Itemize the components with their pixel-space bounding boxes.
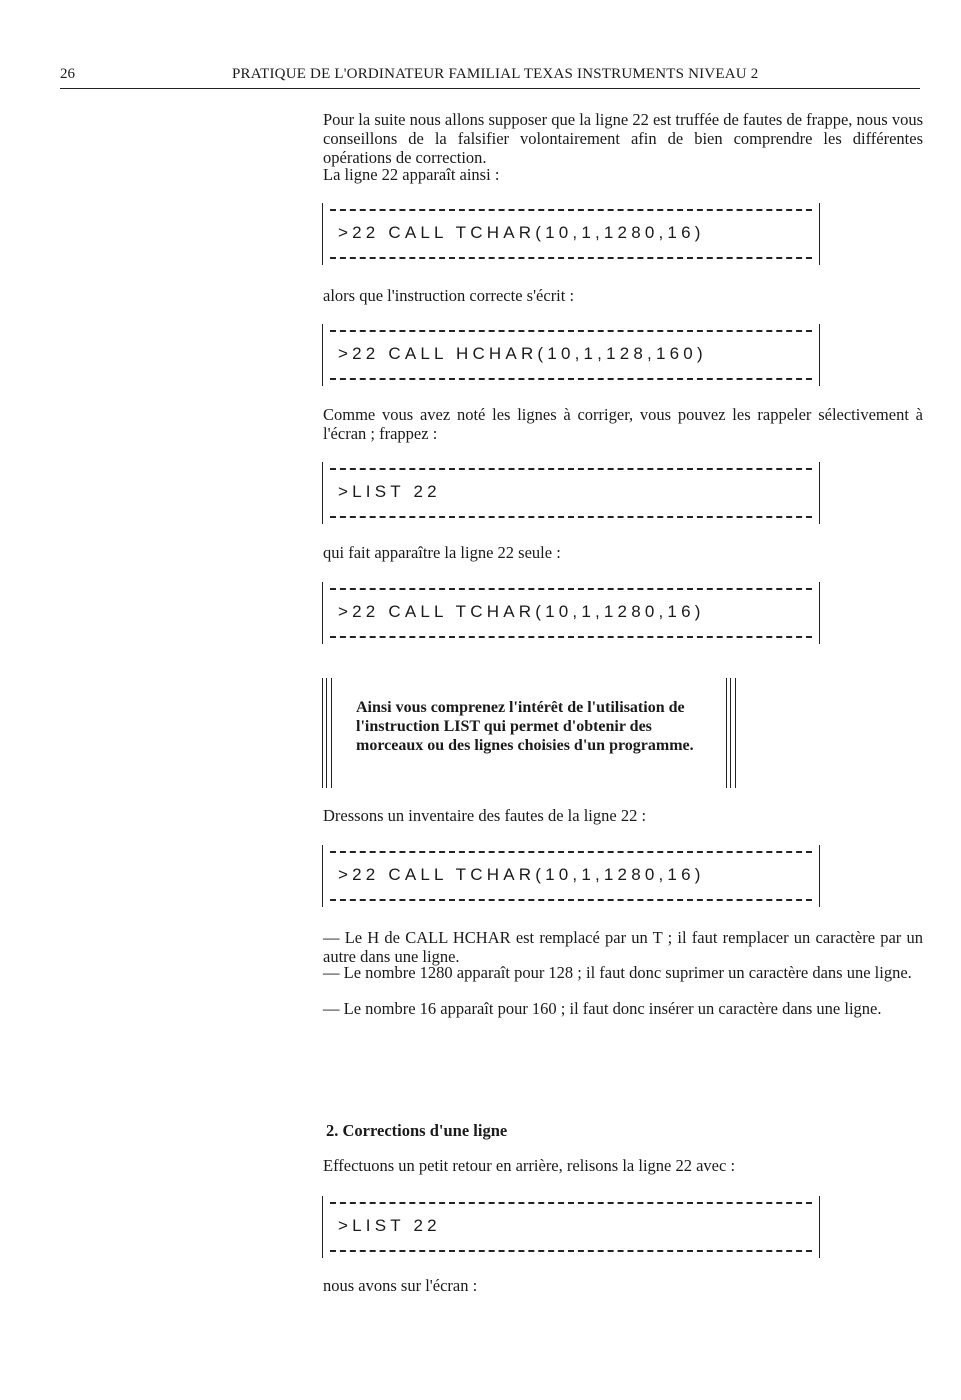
- error-item-2: — Le nombre 1280 apparaît pour 128 ; il faut donc suprimer un caractère dans une ligne.: [323, 963, 912, 982]
- screen-code: >LIST 22: [338, 1216, 441, 1235]
- page-number: 26: [60, 66, 75, 82]
- error-item-3: — Le nombre 16 apparaît pour 160 ; il faut donc insérer un caractère dans une ligne.: [323, 999, 882, 1018]
- screen-box-4: [320, 582, 822, 644]
- running-title: PRATIQUE DE L'ORDINATEUR FAMILIAL TEXAS INSTRUMENTS NIVEAU 2: [232, 66, 759, 82]
- screen-code: >22 CALL HCHAR(10,1,128,160): [338, 344, 707, 363]
- screen-box-1: [320, 203, 822, 265]
- screen-code: >LIST 22: [338, 482, 441, 501]
- screen-box-5: [320, 845, 822, 907]
- section-heading: 2. Corrections d'une ligne: [326, 1121, 508, 1140]
- intro-paragraph: Pour la suite nous allons supposer que la ligne 22 est truffée de fautes de frappe, nous vous conseillons de la falsifier volontairement afin de bien comprendre les différentes opérations de correction.: [323, 110, 923, 167]
- screen-code: >22 CALL TCHAR(10,1,1280,16): [338, 223, 705, 242]
- page-header: [60, 64, 920, 89]
- screen-box-6: [320, 1196, 822, 1258]
- paragraph-recall: Comme vous avez noté les lignes à corriger, vous pouvez les rappeler sélectivement à l'écran ; frappez :: [323, 405, 923, 443]
- screen-box-3: [320, 462, 822, 524]
- note-text: Ainsi vous comprenez l'intérêt de l'utilisation de l'instruction LIST qui permet d'obtenir des morceaux ou des lignes choisies d'un programme.: [356, 699, 694, 754]
- screen-code: >22 CALL TCHAR(10,1,1280,16): [338, 602, 705, 621]
- error-item-1: — Le H de CALL HCHAR est remplacé par un T ; il faut remplacer un caractère par un autre dans une ligne.: [323, 928, 923, 966]
- paragraph-shows: qui fait apparaître la ligne 22 seule :: [323, 543, 561, 562]
- paragraph-list-again: Effectuons un petit retour en arrière, relisons la ligne 22 avec :: [323, 1156, 736, 1175]
- paragraph-inventory: Dressons un inventaire des fautes de la ligne 22 :: [323, 806, 647, 825]
- paragraph-correct: alors que l'instruction correcte s'écrit :: [323, 286, 575, 305]
- note-box: [322, 678, 736, 788]
- screen-code: >22 CALL TCHAR(10,1,1280,16): [338, 865, 705, 884]
- screen-box-2: [320, 324, 822, 386]
- intro-line2: La ligne 22 apparaît ainsi :: [323, 165, 500, 184]
- paragraph-on-screen: nous avons sur l'écran :: [323, 1276, 478, 1295]
